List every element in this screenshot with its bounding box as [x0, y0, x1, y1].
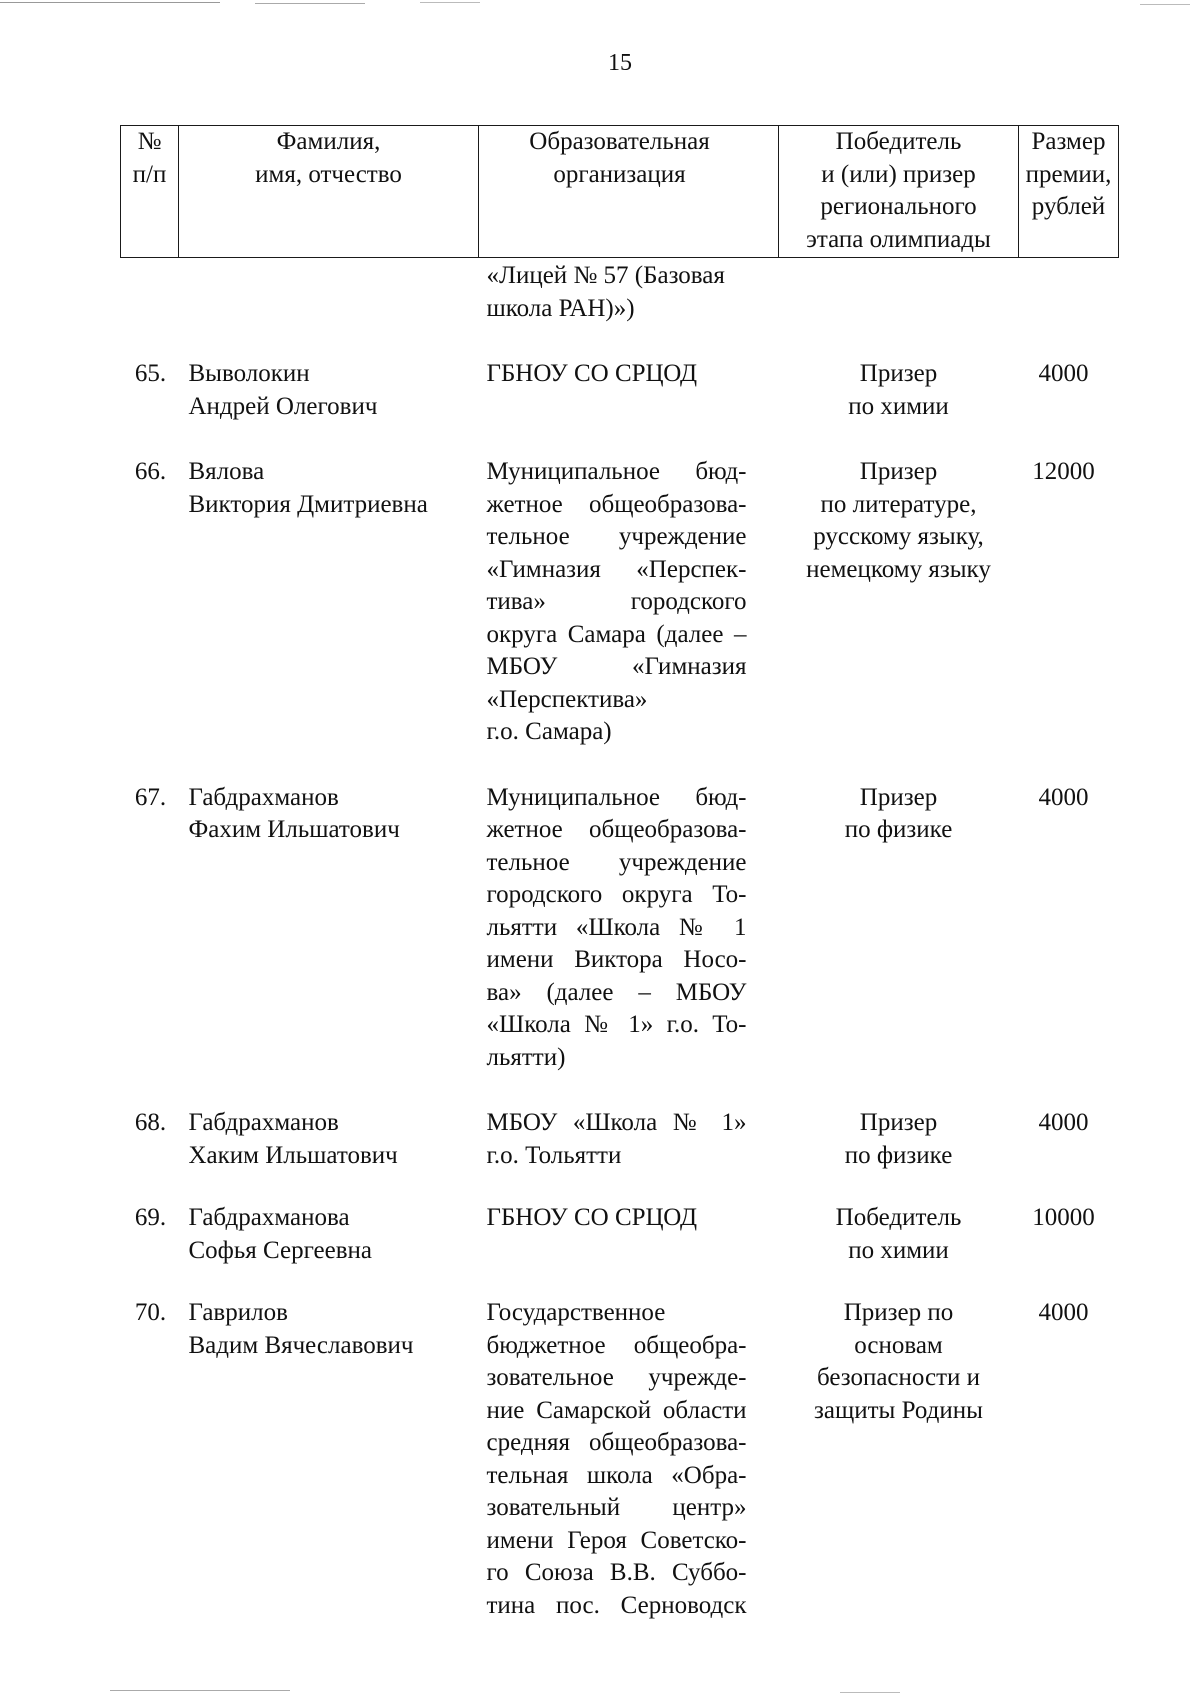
- cell-name: [179, 358, 479, 456]
- header-line: Размер: [1031, 128, 1106, 155]
- text-line: тельное учреждение: [486, 523, 747, 550]
- cell-amount: 4000: [1038, 1109, 1089, 1136]
- text-line: Габдрахманов: [188, 1109, 339, 1136]
- scan-speck: [255, 3, 365, 4]
- text-line: Призер по: [843, 1299, 954, 1326]
- header-number: [121, 126, 179, 258]
- cell-number: 70.: [134, 1299, 167, 1326]
- cell-amount: [1019, 258, 1119, 359]
- text-line: бюджетное общеобра-: [486, 1331, 747, 1359]
- cell-number: 69.: [134, 1204, 167, 1231]
- text-line: жетное общеобразова-: [486, 490, 747, 518]
- header-line: Победитель: [835, 128, 962, 155]
- header-line: организация: [553, 160, 686, 188]
- text-line: Габдрахманов: [188, 783, 339, 811]
- text-line: по физике: [844, 1141, 953, 1169]
- table-row: [121, 782, 1119, 1108]
- cell-name: [179, 456, 479, 782]
- text-line: имени Героя Советско-: [486, 1526, 747, 1554]
- table-header: [121, 126, 1119, 258]
- cell-organization: [479, 258, 779, 359]
- text-line: Призер: [859, 458, 938, 485]
- text-line: Хаким Ильшатович: [188, 1141, 398, 1169]
- cell-number: 68.: [134, 1109, 167, 1136]
- header-line: регионального: [820, 193, 977, 220]
- text-line: по физике: [844, 816, 953, 843]
- continuation-row: [121, 258, 1119, 359]
- scan-speck: [0, 2, 220, 3]
- header-name: [179, 126, 479, 258]
- cell-award: [779, 1107, 1019, 1202]
- text-line: «Перспектива»: [486, 685, 648, 713]
- cell-award: [779, 1202, 1019, 1297]
- cell-award: [779, 456, 1019, 782]
- text-line: ние Самарской области: [486, 1396, 747, 1424]
- table-body: [121, 258, 1119, 1623]
- text-line: «Лицей № 57 (Базовая: [486, 262, 725, 289]
- text-line: ва» (далее – МБОУ: [486, 978, 747, 1006]
- text-line: по химии: [848, 1236, 949, 1264]
- header-line: этапа олимпиады: [806, 225, 991, 253]
- cell-number: [121, 258, 179, 359]
- text-line: русскому языку,: [813, 523, 984, 550]
- text-line: тельная школа «Обра-: [486, 1461, 747, 1489]
- cell-name: [179, 1107, 479, 1202]
- text-line: льятти «Школа № 1: [486, 913, 747, 941]
- text-line: тельное учреждение: [486, 848, 747, 876]
- text-line: Габдрахманова: [188, 1204, 350, 1231]
- text-line: защиты Родины: [814, 1396, 983, 1424]
- text-line: имени Виктора Носо-: [486, 946, 747, 973]
- text-line: Виктория Дмитриевна: [188, 490, 428, 518]
- header-line: рублей: [1031, 193, 1106, 220]
- winners-table: [120, 125, 1119, 1622]
- text-line: зовательный центр»: [486, 1494, 747, 1521]
- cell-amount: 4000: [1038, 360, 1089, 387]
- cell-organization: [479, 456, 779, 782]
- text-line: Государственное: [486, 1299, 666, 1326]
- text-line: по химии: [848, 392, 949, 420]
- cell-organization: [479, 358, 779, 456]
- cell-amount: 10000: [1032, 1204, 1095, 1231]
- text-line: Выволокин: [188, 360, 310, 387]
- cell-name: [179, 1297, 479, 1622]
- text-line: Вялова: [188, 458, 265, 485]
- cell-organization: [479, 1297, 779, 1622]
- text-line: Фахим Ильшатович: [188, 816, 400, 843]
- cell-amount: 4000: [1038, 1299, 1089, 1326]
- header-amount: [1019, 126, 1119, 258]
- cell-award: [779, 358, 1019, 456]
- cell-name: [179, 258, 479, 359]
- text-line: Призер: [859, 1109, 938, 1136]
- text-line: основам: [854, 1331, 943, 1359]
- text-line: г.о. Тольятти: [486, 1141, 622, 1169]
- cell-amount: 12000: [1032, 458, 1095, 485]
- header-line: п/п: [132, 160, 167, 188]
- text-line: безопасности и: [816, 1364, 981, 1391]
- text-line: МБОУ «Школа № 1»: [486, 1109, 747, 1136]
- text-line: Победитель: [835, 1204, 962, 1231]
- text-line: тина пос. Серноводск: [486, 1591, 747, 1619]
- header-line: Образовательная: [529, 128, 710, 155]
- page-number: 15: [608, 50, 632, 76]
- header-line: Фамилия,: [276, 128, 381, 155]
- text-line: средняя общеобразова-: [486, 1429, 747, 1456]
- text-line: ГБНОУ СО СРЦОД: [486, 360, 698, 387]
- scan-speck: [420, 2, 480, 3]
- cell-award: [779, 782, 1019, 1108]
- header-line: премии,: [1025, 160, 1112, 188]
- cell-number: 67.: [134, 783, 167, 811]
- cell-organization: [479, 1202, 779, 1297]
- scan-speck: [110, 1690, 290, 1691]
- text-line: зовательное учрежде-: [486, 1364, 747, 1391]
- header-line: имя, отчество: [255, 160, 402, 188]
- cell-award: [779, 258, 1019, 359]
- cell-name: [179, 1202, 479, 1297]
- text-line: Муниципальное бюд-: [486, 783, 747, 811]
- text-line: «Гимназия «Перспек-: [486, 555, 747, 583]
- cell-name: [179, 782, 479, 1108]
- table-row: [121, 358, 1119, 456]
- text-line: немецкому языку: [806, 555, 991, 583]
- table-row: [121, 1202, 1119, 1297]
- text-line: округа Самара (далее –: [486, 620, 747, 648]
- cell-number: 65.: [134, 360, 167, 387]
- table-row: [121, 456, 1119, 782]
- text-line: МБОУ «Гимназия: [486, 653, 747, 680]
- header-award: [779, 126, 1019, 258]
- text-line: ГБНОУ СО СРЦОД: [486, 1204, 698, 1231]
- header-row: [121, 126, 1119, 258]
- text-line: г.о. Самара): [486, 718, 612, 745]
- text-line: Вадим Вячеславович: [188, 1331, 414, 1359]
- table-row: [121, 1107, 1119, 1202]
- cell-amount: 4000: [1038, 783, 1089, 811]
- text-line: Призер: [859, 360, 938, 387]
- text-line: Призер: [859, 783, 938, 811]
- table-row: [121, 1297, 1119, 1622]
- text-line: Гаврилов: [188, 1299, 288, 1326]
- header-line: и (или) призер: [821, 160, 976, 188]
- scan-speck: [840, 1692, 900, 1693]
- text-line: льятти): [486, 1043, 566, 1071]
- text-line: Софья Сергеевна: [188, 1236, 372, 1264]
- header-line: №: [137, 128, 162, 155]
- text-line: жетное общеобразова-: [486, 816, 747, 843]
- text-line: тива» городского: [486, 588, 747, 615]
- cell-organization: [479, 782, 779, 1108]
- text-line: «Школа № 1» г.о. То-: [486, 1011, 747, 1038]
- text-line: го Союза В.В. Суббо-: [486, 1559, 747, 1586]
- scan-speck: [1140, 4, 1190, 5]
- text-line: по литературе,: [820, 490, 977, 518]
- cell-number: 66.: [134, 458, 167, 485]
- header-organization: [479, 126, 779, 258]
- text-line: школа РАН)»): [486, 294, 635, 322]
- cell-organization: [479, 1107, 779, 1202]
- text-line: Муниципальное бюд-: [486, 458, 747, 485]
- text-line: Андрей Олегович: [188, 392, 378, 420]
- cell-award: [779, 1297, 1019, 1622]
- text-line: городского округа То-: [486, 881, 747, 908]
